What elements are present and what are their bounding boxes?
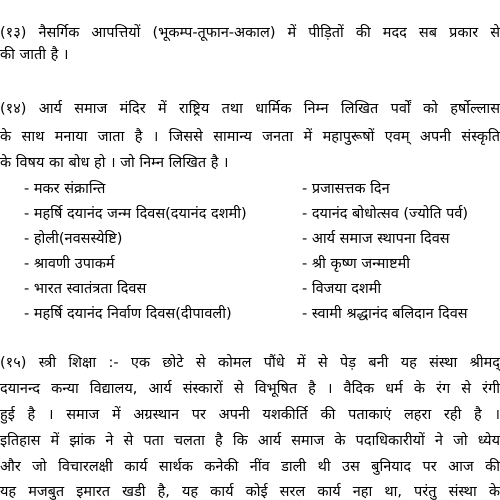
festival-item: - आर्य समाज स्थापना दिवस: [302, 231, 450, 247]
festival-item: - स्वामी श्रद्धानंद बलिदान दिवस: [302, 306, 468, 322]
section-15-line-5: और जो विचारलक्षी कार्य सार्थक कनेकी नींव डाली थी उस बुनियाद पर आज की: [0, 459, 500, 475]
festival-item: - विजया दशमी: [302, 281, 382, 297]
festival-item: - श्री कृष्ण जन्माष्टमी: [302, 256, 411, 272]
section-15-line-6: यह मजबुत इमारत खडी है, यह कार्य कोई सरल कार्य नहा था, परंतु संस्था के: [0, 484, 500, 500]
festival-item: - दयानंद बोधोत्सव (ज्योति पर्व): [302, 206, 469, 222]
section-15-line-1: (१५) स्त्री शिक्षा :- एक छोटे से कोमल पौंधे में से पेड़ बनी यह संस्था श्रीमद्: [0, 355, 500, 371]
section-13-line-1: (१३) नैसर्गिक आपत्तियों (भूकम्प-तूफान-अकाल) में पीड़ितों की मदद सब प्रकार से: [0, 25, 500, 41]
section-14-line-3: के विषय का बोध हो । जो निम्न लिखित है ।: [0, 155, 229, 171]
festival-item: - श्रावणी उपाकर्म: [24, 256, 115, 272]
festival-item: - प्रजासत्तक दिन: [302, 181, 390, 197]
section-14-line-1: (१४) आर्य समाज मंदिर में राष्ट्रिय तथा धार्मिक निम्न लिखित पर्वों को हर्षोल्लास: [0, 101, 500, 117]
section-15-line-2: दयानन्द कन्या विद्यालय, आर्य संस्कारों से विभूषित है । वैदिक धर्म के रंग से रंगी: [0, 381, 500, 397]
section-15-line-3: हुई है । समाज में अग्रस्थान पर अपनी यशकीर्ति की पताकाएं लहरा रही है ।: [0, 407, 500, 423]
festival-item: - होली(नवसस्येष्टि): [24, 231, 123, 247]
festival-item: - महर्षि दयानंद जन्म दिवस(दयानंद दशमी): [24, 206, 247, 222]
section-14-line-2: के साथ मनाया जाता है । जिससे सामान्य जनता में महापुरूषों एवम् अपनी संस्कृति: [0, 129, 500, 145]
festival-item: - भारत स्वातंत्रता दिवस: [24, 281, 147, 297]
festival-item: - महर्षि दयानंद निर्वाण दिवस(दीपावली): [24, 306, 232, 322]
festival-item: - मकर संक्रान्ति: [24, 181, 106, 197]
section-15-line-4: इतिहास में झांक ने से पता चलता है कि आर्य समाज के पदाधिकारीयों ने जो ध्येय: [0, 433, 500, 449]
section-13-line-2: की जाती है ।: [0, 47, 69, 63]
